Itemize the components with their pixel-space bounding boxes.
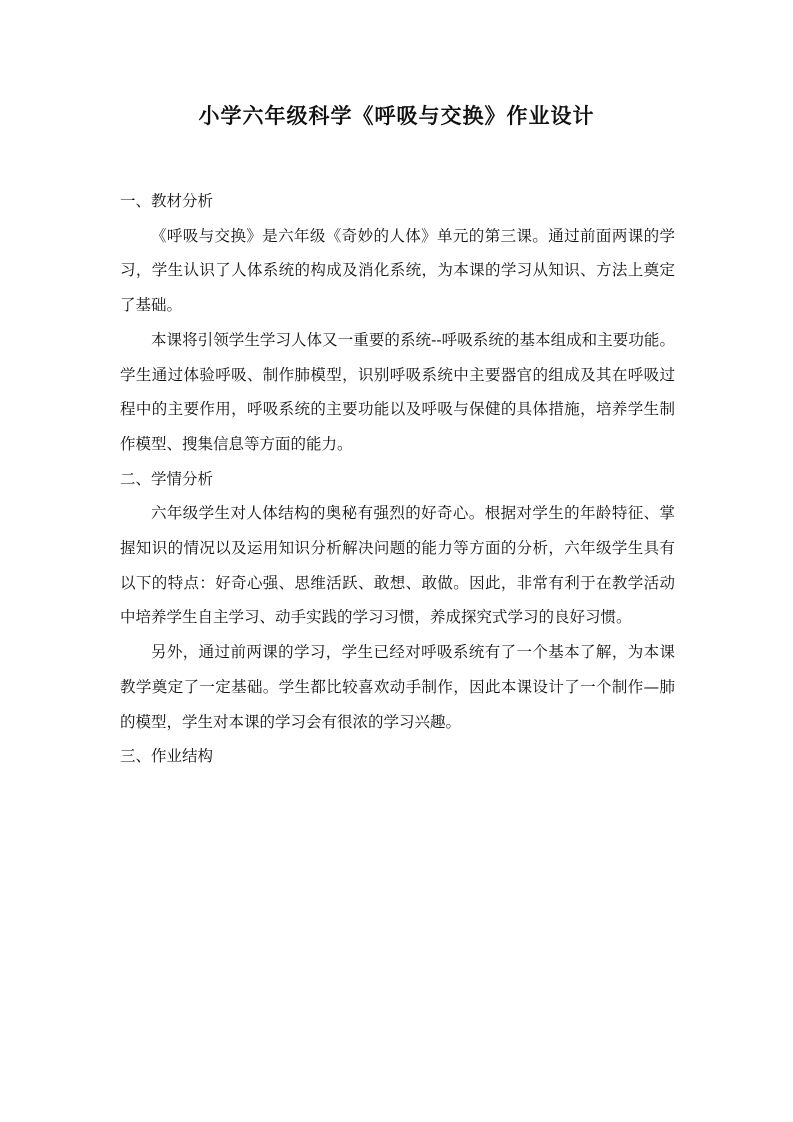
document-body xyxy=(120,184,675,774)
paragraph: 六年级学生对人体结构的奥秘有强烈的好奇心。根据对学生的年龄特征、掌握知识的情况以及运用知识分析解决问题的能力等方面的分析，六年级学生具有以下的特点：好奇心强、思维活跃、敢想、敢做。因此，非常有利于在教学活动中培养学生自主学习、动手实践的学习习惯，养成探究式学习的良好习惯。 xyxy=(120,504,675,627)
section-textbook-analysis xyxy=(120,184,675,462)
paragraph: 《呼吸与交换》是六年级《奇妙的人体》单元的第三课。通过前面两课的学习，学生认识了人体系统的构成及消化系统，为本课的学习从知识、方法上奠定了基础。 xyxy=(120,226,675,315)
section-student-analysis xyxy=(120,462,675,740)
paragraph: 另外，通过前两课的学习，学生已经对呼吸系统有了一个基本了解，为本课教学奠定了一定基础。学生都比较喜欢动手制作，因此本课设计了一个制作—肺的模型，学生对本课的学习会有很浓的学习兴趣。 xyxy=(120,643,675,731)
section-heading: 三、作业结构 xyxy=(120,747,214,766)
paragraph: 本课将引领学生学习人体又一重要的系统--呼吸系统的基本组成和主要功能。学生通过体验呼吸、制作肺模型，识别呼吸系统中主要器官的组成及其在呼吸过程中的主要作用，呼吸系统的主要功能以及呼吸与保健的具体措施，培养学生制作模型、搜集信息等方面的能力。 xyxy=(120,330,675,453)
document-title: 小学六年级科学《呼吸与交换》作业设计 xyxy=(198,103,595,128)
section-heading: 一、教材分析 xyxy=(120,192,214,210)
section-heading: 二、学情分析 xyxy=(120,469,214,488)
section-homework-structure xyxy=(120,739,675,774)
